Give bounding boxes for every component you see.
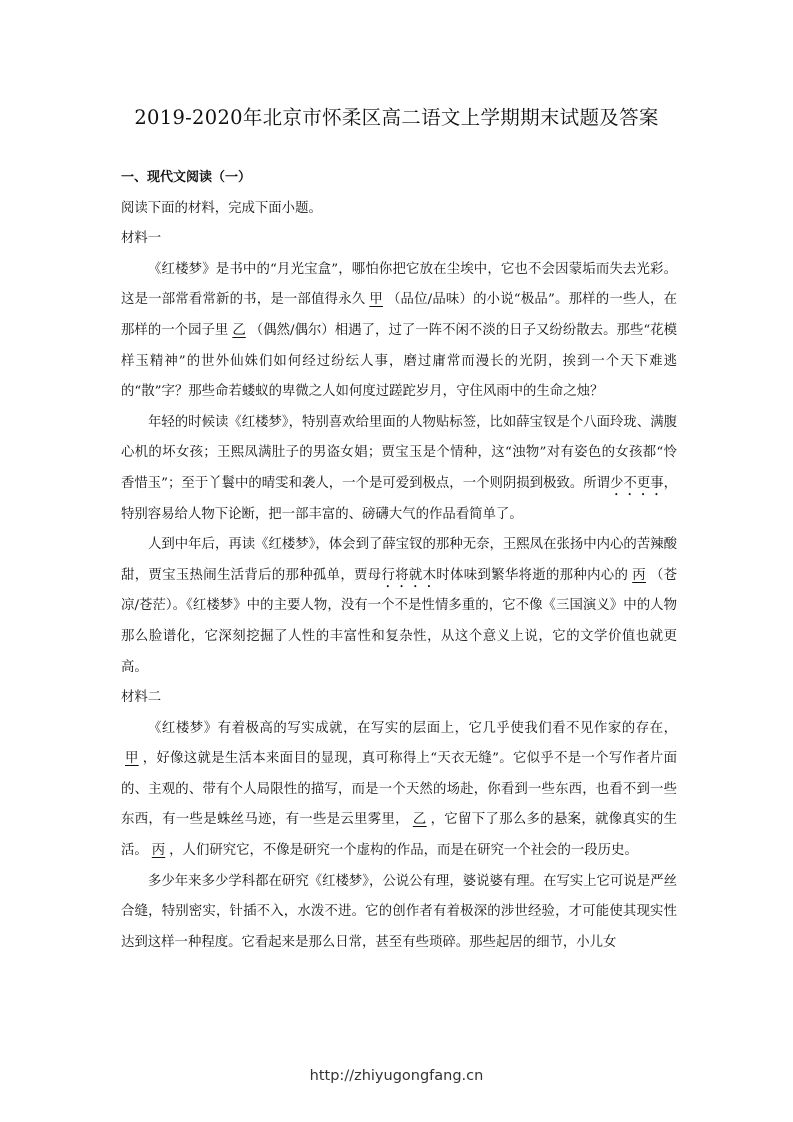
- material2-paragraph-2: 多少年来多少学科都在研究《红楼梦》，公说公有理，婆说婆有理。在写实上它可说是严丝合缝，特别密实，针插不入，水泼不进。它的创作者有着极深的涉世经验，才可能使其现实性达到这样一种程度。它看起来是那么日常，甚至有些琐碎。那些起居的细节，小儿女: [121, 873, 677, 950]
- text-run: ，它留下了那么多的悬案，就像真实的生活。: [121, 812, 678, 859]
- material1-paragraph-1: [121, 255, 677, 408]
- document-title: 2019-2020年北京市怀柔区高二语文上学期期末试题及答案: [134, 106, 659, 129]
- text-run: ，好像这就是生活本来面目的显现，真可称得上“天衣无缝”。它似乎不是一个写作者片面的、主观的、带有个人局限性的描写，而是一个天然的场赴，你看到一些东西，也看不到一些东西，有一些是蛛丝马迹，有一些是云里雾里，: [121, 751, 677, 828]
- text-run: （品位/品味）的小说“极品”。那样的一些人，在那样的一个园子里: [121, 292, 678, 338]
- section-heading: 一、现代文阅读（一）: [121, 170, 252, 185]
- instruction-text: 阅读下面的材料，完成下面小题。: [121, 200, 322, 216]
- blank-yi: 乙: [232, 322, 246, 338]
- text-run: 人到中年后，再读《红楼梦》，体会到了薛宝钗的那种无奈，王熙凤在张扬中内心的苦辣酸甜，贾宝玉热闹生活背后的那种孤单，贾母: [121, 537, 677, 583]
- text-run: 《红楼梦》是书中的“月光宝盒”，哪怕你把它放在尘埃中，它也不会因蒙垢而失去光彩。这是一部常看常新的书，是一部值得永久: [121, 261, 677, 308]
- text-run: （偶然/偶尔）相遇了，过了一阵不闲不淡的日子又纷纷散去。那些“花模样玉精神”的世外仙姝们如何经过纷纭人事，磨过庸常而漫长的光阴，挨到一个天下难逃的“散”字？那些命若蝼蚁的卑微之人如何度过蹉跎岁月，守住风雨中的生命之烛？: [121, 322, 678, 400]
- material1-label: 材料一: [121, 231, 162, 247]
- text-run: 时体味到繁华将逝的那种内心的: [436, 567, 629, 583]
- blank-jia: 甲: [369, 292, 383, 308]
- dotted-phrase: 少不更事: [610, 475, 664, 491]
- text-run: ，人们研究它，不像是研究一个虚构的作品，而是在研究一个社会的一段历史。: [169, 843, 638, 859]
- material2-label: 材料二: [121, 690, 162, 706]
- document-body: [121, 163, 677, 958]
- blank-bing: 丙: [632, 567, 646, 583]
- text-run: 年轻的时候读《红楼梦》，特别喜欢给里面的人物贴标签，比如薛宝钗是个八面玲珑、满腹心机的坏女孩；王熙凤满肚子的男盗女娼；贾宝玉是个情种，这“浊物”对有姿色的女孩都“怜香惜玉”；至于丫鬟中的晴雯和袭人，一个是可爱到极点，一个则阴损到极致。所谓: [121, 414, 677, 491]
- text-run: 《红楼梦》有着极高的写实成就，在写实的层面上，它几乎使我们看不见作家的存在，: [148, 720, 677, 736]
- text-run: （苍凉/苍茫）。《红楼梦》中的主要人物，没有一个不是性情多重的，它不像《三国演义》中的人物那么脸谱化，它深刻挖掘了人性的丰富性和复杂性，从这个意义上说，它的文学价值也就更高。: [121, 567, 678, 675]
- blank-bing: 丙: [151, 843, 166, 859]
- dotted-phrase: 行将就木: [381, 567, 437, 583]
- blank-jia: 甲: [125, 751, 139, 767]
- blank-yi: 乙: [412, 812, 427, 828]
- material1-paragraph-2: [121, 408, 677, 530]
- material1-paragraph-3: [121, 530, 677, 683]
- text-run: ，特别容易给人物下论断，把一部丰富的、磅礴大气的作品看简单了。: [121, 475, 678, 522]
- footer-url[interactable]: http://zhiyugongfang.cn: [309, 1068, 484, 1084]
- material2-paragraph-1: [121, 714, 677, 867]
